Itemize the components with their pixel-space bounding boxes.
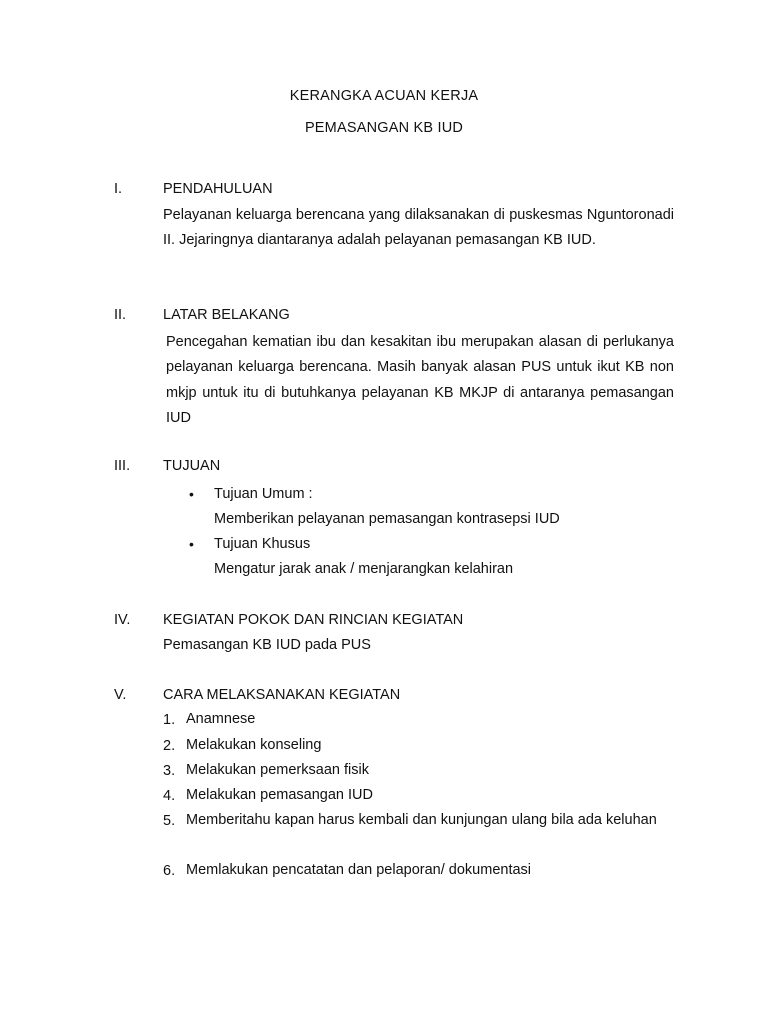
list-item-number: 5. bbox=[163, 813, 176, 829]
list-item-number: 3. bbox=[163, 763, 176, 779]
document-subtitle: PEMASANGAN KB IUD bbox=[304, 120, 464, 136]
bullet-label: Tujuan Umum : bbox=[214, 486, 313, 502]
section-number: I. bbox=[114, 181, 123, 197]
section-heading: PENDAHULUAN bbox=[163, 181, 273, 197]
bullet-detail: Memberikan pelayanan pemasangan kontrasepsi IUD bbox=[214, 511, 560, 527]
list-item: Memlakukan pencatatan dan pelaporan/ dokumentasi bbox=[186, 862, 532, 878]
list-item: Melakukan konseling bbox=[186, 737, 322, 753]
list-item-number: 6. bbox=[163, 863, 176, 879]
bullet-detail: Mengatur jarak anak / menjarangkan kelahiran bbox=[214, 561, 514, 577]
list-item: Melakukan pemasangan IUD bbox=[186, 787, 373, 803]
section-number: III. bbox=[114, 458, 131, 474]
bullet-icon: • bbox=[189, 486, 194, 502]
section-number: V. bbox=[114, 687, 127, 703]
list-item-number: 4. bbox=[163, 788, 176, 804]
bullet-icon: • bbox=[189, 536, 194, 552]
list-item-number: 1. bbox=[163, 712, 176, 728]
section-number: II. bbox=[114, 307, 127, 323]
bullet-label: Tujuan Khusus bbox=[214, 536, 311, 552]
section-heading: KEGIATAN POKOK DAN RINCIAN KEGIATAN bbox=[163, 612, 464, 628]
list-item: Memberitahu kapan harus kembali dan kunjungan ulang bila ada keluhan bbox=[186, 812, 657, 828]
section-body: Pelayanan keluarga berencana yang dilaksanakan di puskesmas Nguntoronadi II. Jejaringnya diantaranya adalah pelayanan pemasangan KB IUD. bbox=[163, 207, 674, 249]
list-item: Anamnese bbox=[186, 711, 256, 727]
document-title: KERANGKA ACUAN KERJA bbox=[289, 88, 479, 104]
section-heading: LATAR BELAKANG bbox=[163, 307, 290, 323]
section-number: IV. bbox=[114, 612, 131, 628]
section-heading: TUJUAN bbox=[163, 458, 221, 474]
list-item: Melakukan pemerksaan fisik bbox=[186, 762, 369, 778]
list-item-number: 2. bbox=[163, 738, 176, 754]
section-body: Pemasangan KB IUD pada PUS bbox=[163, 637, 371, 653]
section-heading: CARA MELAKSANAKAN KEGIATAN bbox=[163, 687, 401, 703]
section-body: Pencegahan kematian ibu dan kesakitan ibu merupakan alasan di perlukanya pelayanan keluarga berencana. Masih banyak alasan PUS untuk ikut KB non mkjp untuk itu di butuhkanya pelayanan KB MKJP di antaranya pemasangan IUD bbox=[166, 334, 674, 426]
